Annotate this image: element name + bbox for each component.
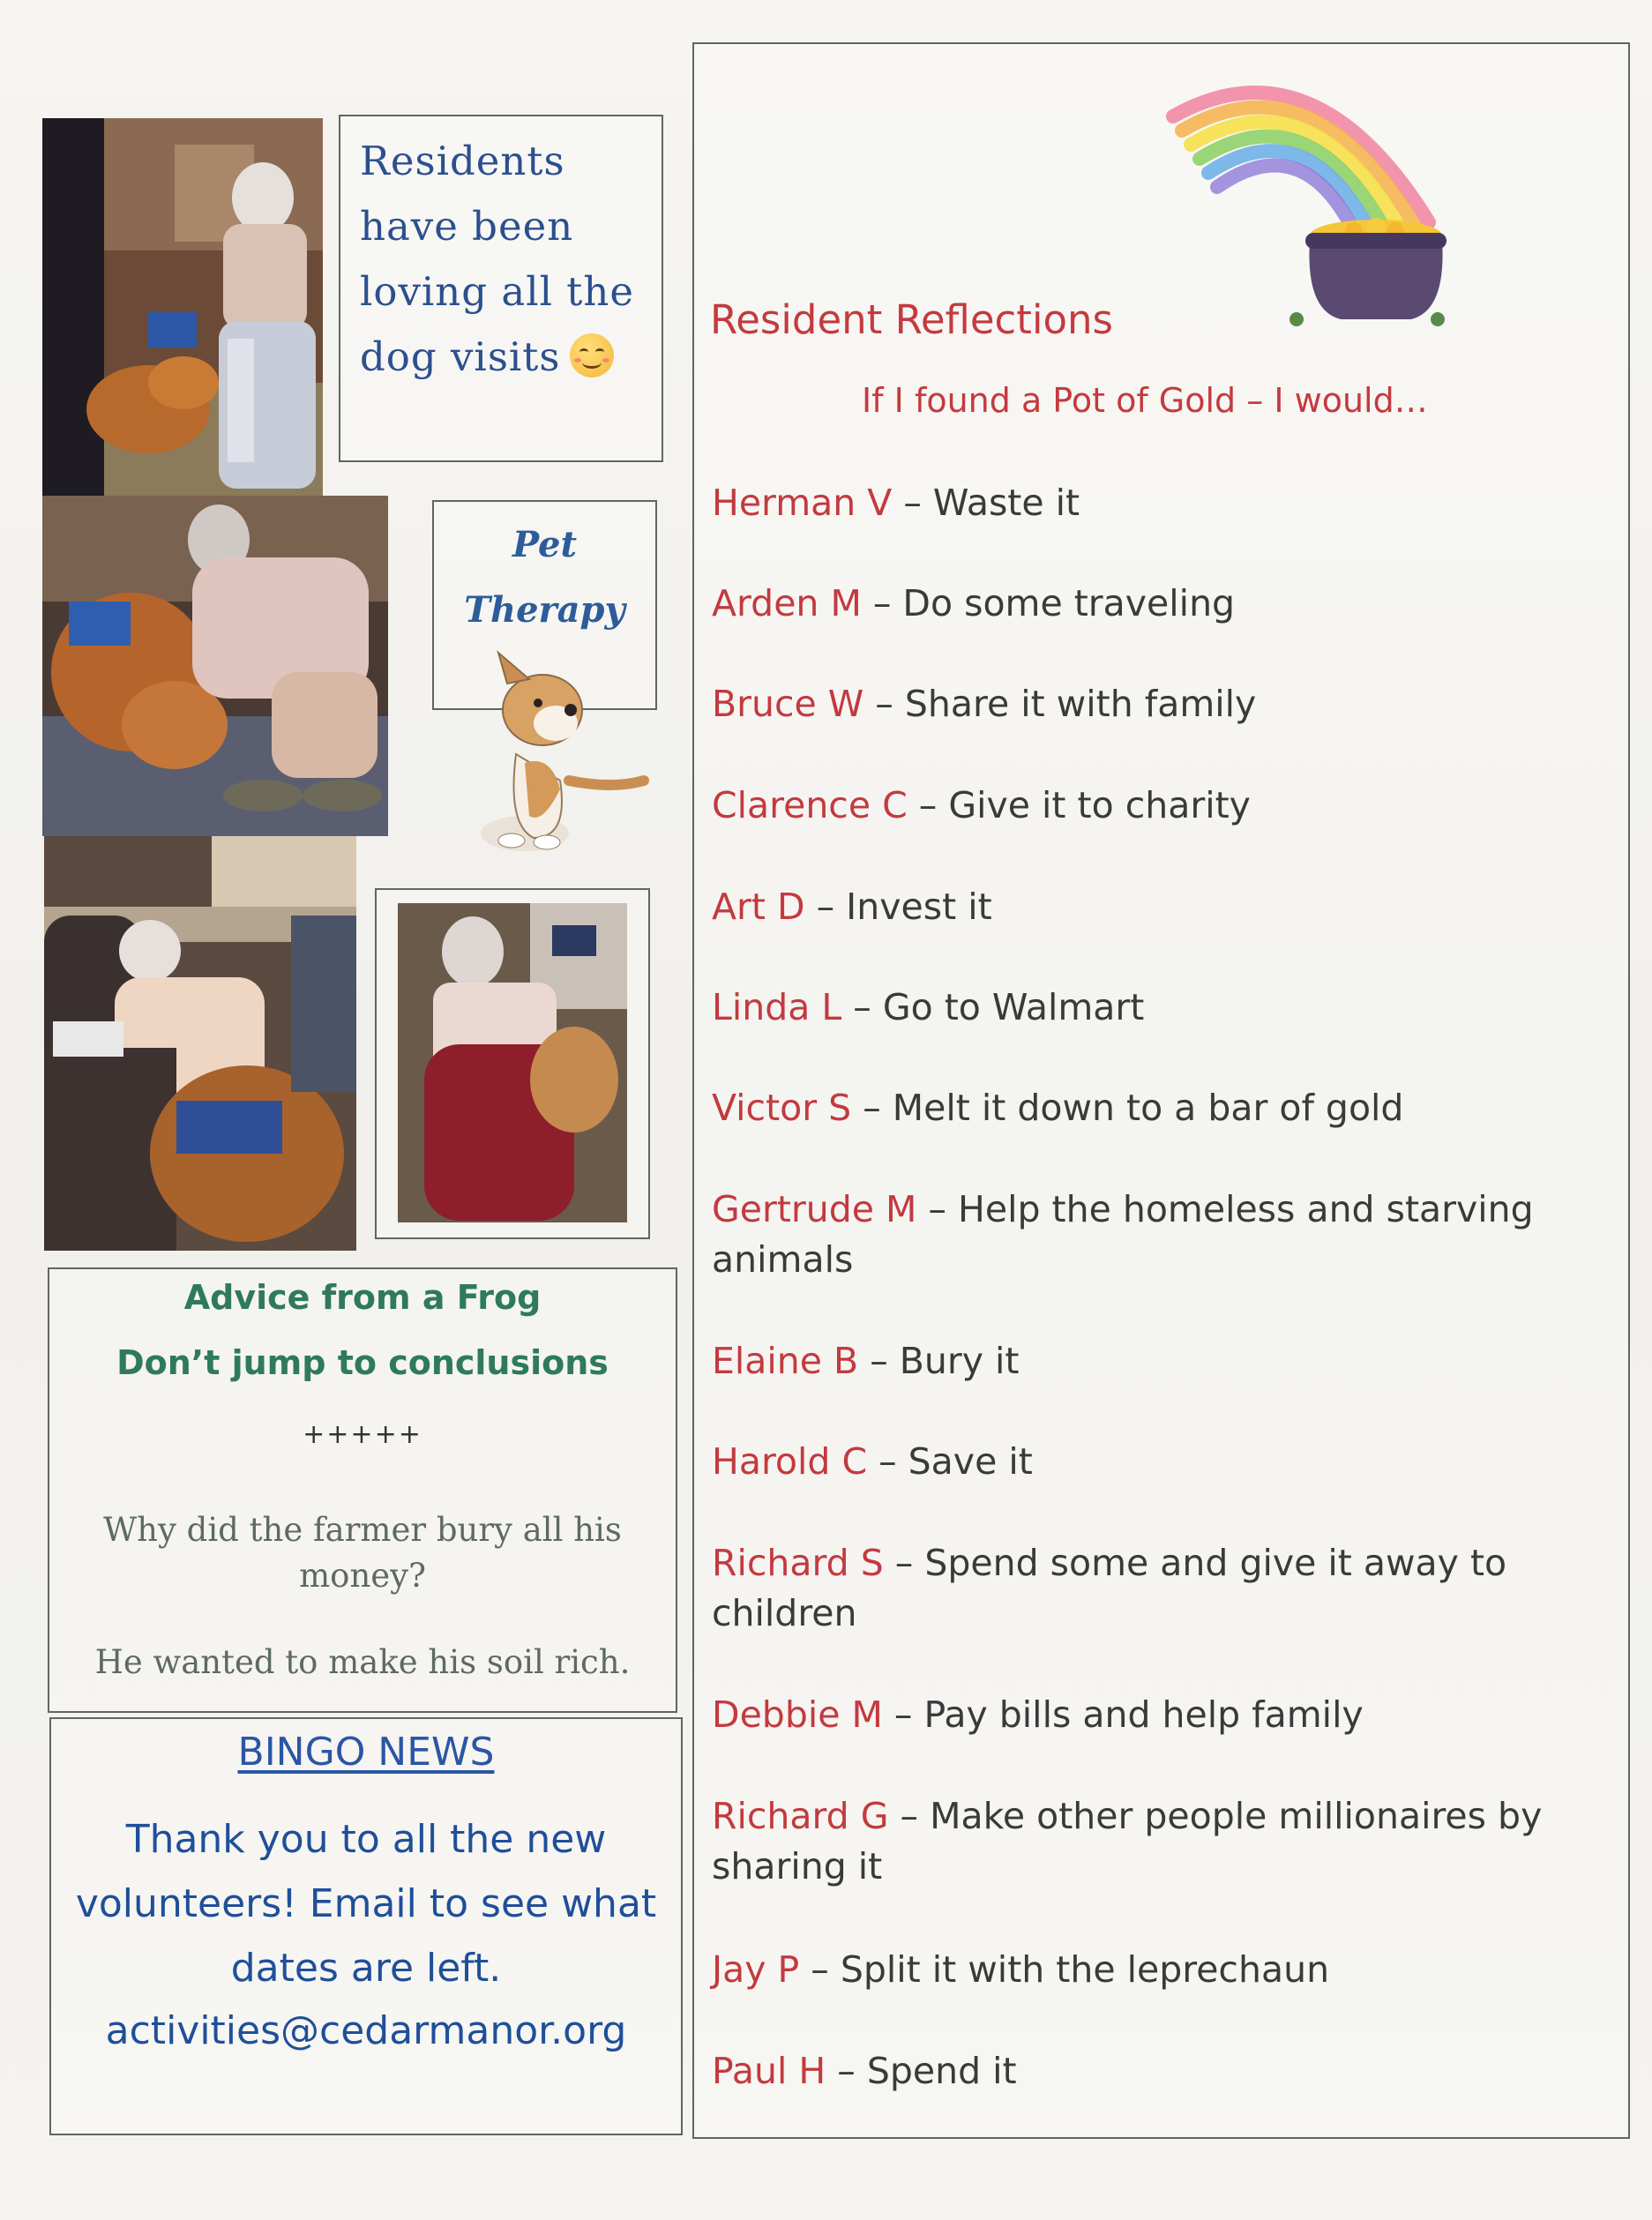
resident-name: Gertrude M: [712, 1188, 917, 1230]
reflection-entry: Victor S – Melt it down to a bar of gold: [712, 1087, 1404, 1129]
reflection-entry: Richard S – Spend some and give it away to children: [712, 1542, 1507, 1634]
reflections-prompt: If I found a Pot of Gold – I would…: [862, 381, 1428, 420]
residents-line-1: Residents: [360, 138, 565, 184]
advice-from-frog-box: [48, 1267, 677, 1713]
joke-question: Why did the farmer bury all his money?: [103, 1511, 622, 1595]
residents-line-4: dog visits: [360, 333, 561, 380]
pet-therapy-line-2: Therapy: [464, 589, 625, 631]
residents-line-2: have been: [360, 203, 574, 250]
smiling-face-icon: [570, 333, 614, 377]
resident-name: Art D: [712, 886, 805, 928]
resident-answer: Share it with family: [904, 683, 1257, 725]
reflection-entry: Elaine B – Bury it: [712, 1340, 1020, 1382]
resident-name: Victor S: [712, 1087, 852, 1129]
frog-box-title: Advice from a Frog: [183, 1278, 542, 1317]
resident-answer: Help the homeless and starving animals: [712, 1188, 1534, 1281]
pet-therapy-line-1: Pet: [512, 524, 577, 565]
bingo-news-title: BINGO NEWS: [237, 1730, 495, 1775]
reflection-entry: Clarence C – Give it to charity: [712, 784, 1251, 826]
photo-resident-with-dog-2: [44, 836, 356, 1251]
resident-name: Arden M: [712, 582, 862, 624]
resident-answer: Spend some and give it away to children: [712, 1542, 1507, 1634]
resident-name: Richard S: [712, 1542, 884, 1584]
resident-answer: Melt it down to a bar of gold: [892, 1087, 1404, 1129]
resident-answer: Save it: [908, 1440, 1033, 1483]
resident-answer: Invest it: [846, 886, 992, 928]
bingo-email-link[interactable]: activities@cedarmanor.org: [105, 2008, 627, 2053]
reflections-heading: Resident Reflections: [710, 296, 1113, 343]
cartoon-dog-icon: [454, 648, 653, 860]
reflection-entry: Richard G – Make other people millionaires by sharing it: [712, 1795, 1543, 1887]
resident-answer: Waste it: [932, 482, 1080, 524]
residents-note-text: [360, 129, 649, 390]
reflection-entry: Jay P – Split it with the leprechaun: [712, 1948, 1330, 1991]
residents-note-box: [339, 115, 663, 462]
resident-name: Linda L: [712, 986, 842, 1028]
joke-answer: He wanted to make his soil rich.: [94, 1643, 631, 1681]
resident-name: Paul H: [712, 2050, 826, 2092]
resident-name: Harold C: [712, 1440, 868, 1483]
reflection-entry: Arden M – Do some traveling: [712, 582, 1236, 624]
reflection-entry: Linda L – Go to Walmart: [712, 986, 1145, 1028]
resident-name: Debbie M: [712, 1693, 883, 1736]
resident-name: Herman V: [712, 482, 893, 524]
reflection-entry: Herman V – Waste it: [712, 482, 1080, 524]
reflection-entry: Paul H – Spend it: [712, 2050, 1017, 2092]
photo-resident-petting-dog: [42, 496, 388, 836]
resident-answer: Pay bills and help family: [923, 1693, 1364, 1736]
resident-answer: Spend it: [866, 2050, 1017, 2092]
resident-name: Bruce W: [712, 683, 864, 725]
resident-name: Clarence C: [712, 784, 908, 826]
resident-answer: Split it with the leprechaun: [840, 1948, 1330, 1991]
resident-answer: Bury it: [899, 1340, 1020, 1382]
resident-answer: Give it to charity: [948, 784, 1251, 826]
bingo-news-box: [49, 1717, 683, 2135]
framed-photo-box: [375, 888, 650, 1239]
reflection-entry: Debbie M – Pay bills and help family: [712, 1693, 1364, 1736]
resident-name: Jay P: [712, 1948, 800, 1991]
bingo-news-message: Thank you to all the new volunteers! Email to see what dates are left.: [75, 1817, 657, 1991]
resident-answer: Make other people millionaires by sharing it: [712, 1795, 1543, 1887]
frog-box-subtitle: Don’t jump to conclusions: [116, 1343, 609, 1382]
frog-box-separator: +++++: [303, 1419, 422, 1450]
reflection-entry: Gertrude M – Help the homeless and starving animals: [712, 1188, 1534, 1281]
resident-name: Richard G: [712, 1795, 889, 1837]
resident-answer: Go to Walmart: [882, 986, 1145, 1028]
rainbow-pot-of-gold-icon: [1164, 55, 1477, 337]
reflection-entry: Art D – Invest it: [712, 886, 992, 928]
reflection-entry: Harold C – Save it: [712, 1440, 1033, 1483]
residents-line-3: loving all the: [360, 268, 635, 315]
resident-name: Elaine B: [712, 1340, 859, 1382]
photo-resident-with-dog-3: [398, 903, 627, 1222]
resident-answer: Do some traveling: [902, 582, 1236, 624]
photo-resident-with-dog-1: [42, 118, 323, 496]
pet-therapy-title: [434, 512, 655, 643]
reflection-entry: Bruce W – Share it with family: [712, 683, 1257, 725]
